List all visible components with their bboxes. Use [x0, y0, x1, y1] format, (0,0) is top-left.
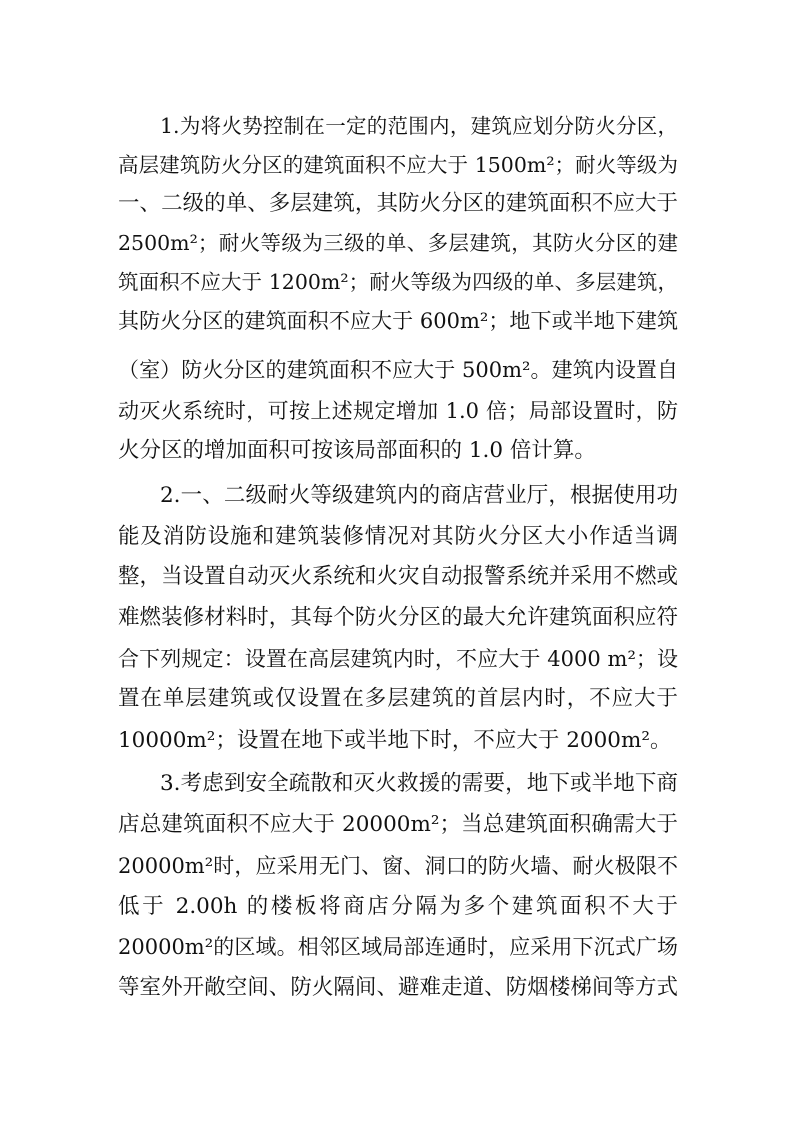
- paragraph-2-line-6: 置在单层建筑或仅设置在多层建筑的首层内时，不应大于: [118, 686, 678, 711]
- paragraph-3-line-2: 店总建筑面积不应大于 20000m²；当总建筑面积确需大于: [118, 812, 678, 837]
- paragraph-1-line-7: （室）防火分区的建筑面积不应大于 500m²。建筑内设置自: [118, 358, 678, 382]
- paragraph-3-line-5: 20000m²的区域。相邻区域局部连通时，应采用下沉式广场: [118, 935, 678, 959]
- paragraph-1-line-5: 筑面积不应大于 1200m²；耐火等级为四级的单、多层建筑，: [118, 270, 678, 294]
- paragraph-1-line-2: 高层建筑防火分区的建筑面积不应大于 1500m²；耐火等级为: [118, 153, 678, 177]
- paragraph-2-line-3: 整，当设置自动灭火系统和火灾自动报警系统并采用不燃或: [118, 564, 678, 589]
- paragraph-2-line-1: 2.一、二级耐火等级建筑内的商店营业厅，根据使用功: [160, 483, 678, 508]
- paragraph-2-line-4: 难燃装修材料时，其每个防火分区的最大允许建筑面积应符: [118, 605, 678, 630]
- paragraph-3-line-6: 等室外开敞空间、防火隔间、避难走道、防烟楼梯间等方式: [118, 975, 678, 1000]
- paragraph-1-line-6: 其防火分区的建筑面积不应大于 600m²；地下或半地下建筑: [118, 309, 678, 333]
- paragraph-2-line-2: 能及消防设施和建筑装修情况对其防火分区大小作适当调: [118, 524, 678, 549]
- paragraph-1-line-9: 火分区的增加面积可按该局部面积的 1.0 倍计算。: [118, 438, 596, 463]
- paragraph-1-line-8: 动灭火系统时，可按上述规定增加 1.0 倍；局部设置时，防: [118, 399, 678, 423]
- paragraph-1-line-4: 2500m²；耐火等级为三级的单、多层建筑，其防火分区的建: [118, 231, 678, 255]
- paragraph-1-line-1: 1.为将火势控制在一定的范围内，建筑应划分防火分区，: [160, 114, 678, 138]
- paragraph-2-line-7: 10000m²；设置在地下或半地下时，不应大于 2000m²。: [118, 728, 672, 753]
- paragraph-3-line-4: 低于 2.00h 的楼板将商店分隔为多个建筑面积不大于: [118, 894, 678, 919]
- paragraph-1-line-3: 一、二级的单、多层建筑，其防火分区的建筑面积不应大于: [118, 191, 678, 216]
- paragraph-2-line-5: 合下列规定：设置在高层建筑内时，不应大于 4000 m²；设: [118, 647, 678, 671]
- paragraph-3-line-1: 3.考虑到安全疏散和灭火救援的需要，地下或半地下商: [160, 771, 678, 796]
- paragraph-3-line-3: 20000m²时，应采用无门、窗、洞口的防火墙、耐火极限不: [118, 854, 678, 878]
